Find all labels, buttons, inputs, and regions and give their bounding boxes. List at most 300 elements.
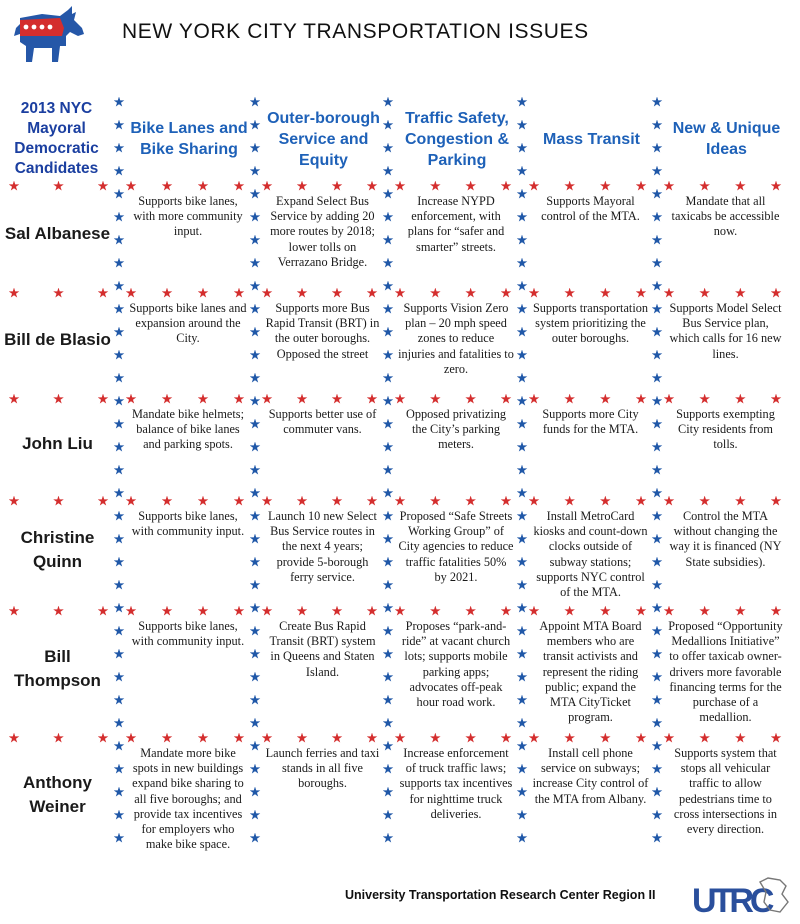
red-star-icon bbox=[332, 394, 343, 405]
blue-star-icon bbox=[383, 442, 394, 453]
blue-star-icon bbox=[383, 718, 394, 729]
blue-star-icon bbox=[250, 350, 261, 361]
red-star-icon bbox=[53, 288, 64, 299]
blue-star-icon bbox=[383, 166, 394, 177]
red-star-icon bbox=[430, 496, 441, 507]
red-star-icon bbox=[501, 394, 512, 405]
blue-star-icon bbox=[114, 603, 125, 614]
red-star-icon bbox=[162, 496, 173, 507]
red-star-icon bbox=[600, 394, 611, 405]
issue-cell: Supports Model Select Bus Service plan, which calls for 16 new lines. bbox=[669, 301, 782, 361]
red-star-icon bbox=[430, 733, 441, 744]
red-star-icon bbox=[395, 288, 406, 299]
red-star-icon bbox=[234, 496, 245, 507]
blue-star-icon bbox=[383, 488, 394, 499]
blue-star-icon bbox=[250, 258, 261, 269]
utrc-logo-text: UTRC bbox=[692, 882, 771, 920]
red-star-icon bbox=[126, 606, 137, 617]
red-star-icon bbox=[332, 606, 343, 617]
red-star-icon bbox=[162, 181, 173, 192]
red-star-icon bbox=[564, 606, 575, 617]
footer-org-name: University Transportation Research Center Region II bbox=[345, 888, 656, 902]
red-star-icon bbox=[9, 181, 20, 192]
candidate-name: Bill Thompson bbox=[14, 646, 101, 690]
red-star-icon bbox=[529, 606, 540, 617]
red-star-icon bbox=[735, 394, 746, 405]
blue-star-icon bbox=[114, 143, 125, 154]
blue-star-icon bbox=[652, 465, 663, 476]
blue-star-icon bbox=[114, 419, 125, 430]
red-star-icon bbox=[465, 733, 476, 744]
blue-star-icon bbox=[250, 695, 261, 706]
red-star-icon bbox=[367, 733, 378, 744]
blue-star-icon bbox=[383, 672, 394, 683]
red-star-icon bbox=[771, 394, 782, 405]
blue-star-icon bbox=[383, 787, 394, 798]
red-star-icon bbox=[198, 288, 209, 299]
red-star-icon bbox=[234, 606, 245, 617]
red-star-icon bbox=[699, 733, 710, 744]
blue-star-icon bbox=[652, 488, 663, 499]
blue-star-icon bbox=[114, 258, 125, 269]
issue-cell: Supports bike lanes, with community input. bbox=[131, 509, 245, 539]
blue-star-icon bbox=[517, 626, 528, 637]
blue-star-icon bbox=[250, 488, 261, 499]
red-star-icon bbox=[9, 496, 20, 507]
issue-cell: Supports Mayoral control of the MTA. bbox=[541, 194, 640, 224]
page-title: NEW YORK CITY TRANSPORTATION ISSUES bbox=[122, 20, 589, 43]
issue-cell: Opposed privatizing the City’s parking meters. bbox=[405, 407, 507, 452]
issue-cell: Supports bike lanes, with more community input. bbox=[133, 194, 243, 239]
red-star-icon bbox=[600, 496, 611, 507]
red-star-icon bbox=[198, 606, 209, 617]
blue-star-icon bbox=[517, 672, 528, 683]
blue-star-icon bbox=[652, 787, 663, 798]
blue-star-icon bbox=[114, 672, 125, 683]
red-star-icon bbox=[465, 181, 476, 192]
blue-star-icon bbox=[383, 626, 394, 637]
blue-star-icon bbox=[652, 373, 663, 384]
red-star-icon bbox=[636, 288, 647, 299]
blue-star-icon bbox=[652, 672, 663, 683]
blue-star-icon bbox=[114, 511, 125, 522]
blue-star-icon bbox=[652, 695, 663, 706]
red-star-icon bbox=[771, 496, 782, 507]
candidate-name: Christine Quinn bbox=[20, 528, 95, 571]
blue-star-icon bbox=[652, 120, 663, 131]
red-star-icon bbox=[465, 606, 476, 617]
blue-star-icon bbox=[250, 626, 261, 637]
red-star-icon bbox=[664, 606, 675, 617]
blue-star-icon bbox=[383, 235, 394, 246]
red-star-icon bbox=[126, 288, 137, 299]
blue-star-icon bbox=[250, 442, 261, 453]
issue-cell: Increase enforcement of truck traffic laws; supports tax incentives for nighttime truck deliveries. bbox=[399, 746, 513, 821]
issue-cell: Proposed “Safe Streets Working Group” of City agencies to reduce traffic fatalities 50% by 2021. bbox=[398, 509, 514, 584]
red-star-icon bbox=[771, 181, 782, 192]
issue-cell: Supports exempting City residents from tolls. bbox=[676, 407, 775, 452]
header-column: Traffic Safety, Congestion & Parking bbox=[405, 109, 509, 169]
red-star-icon bbox=[395, 606, 406, 617]
red-star-icon bbox=[198, 496, 209, 507]
blue-star-icon bbox=[114, 764, 125, 775]
blue-star-icon bbox=[652, 649, 663, 660]
red-star-icon bbox=[53, 733, 64, 744]
red-star-icon bbox=[262, 394, 273, 405]
blue-star-icon bbox=[383, 258, 394, 269]
red-star-icon bbox=[735, 733, 746, 744]
red-star-icon bbox=[126, 496, 137, 507]
blue-star-icon bbox=[517, 396, 528, 407]
red-star-icon bbox=[332, 733, 343, 744]
issue-cell: Supports system that stops all vehicular traffic to allow pedestrians time to cross intersections in every direction. bbox=[673, 746, 778, 837]
blue-star-icon bbox=[250, 189, 261, 200]
issue-cell: Supports bike lanes and expansion around the City. bbox=[129, 301, 247, 346]
red-star-icon bbox=[395, 394, 406, 405]
blue-star-icon bbox=[517, 534, 528, 545]
red-star-icon bbox=[53, 394, 64, 405]
header-column: Outer-borough Service and Equity bbox=[267, 109, 380, 169]
red-star-icon bbox=[126, 733, 137, 744]
red-star-icon bbox=[262, 733, 273, 744]
blue-star-icon bbox=[652, 534, 663, 545]
blue-star-icon bbox=[517, 258, 528, 269]
issue-cell: Supports Vision Zero plan – 20 mph speed zones to reduce injuries and fatalities to zero. bbox=[398, 301, 514, 376]
red-star-icon bbox=[297, 181, 308, 192]
issue-cell: Launch 10 new Select Bus Service routes in the next 4 years; provide 5-borough ferry service. bbox=[268, 509, 377, 584]
blue-star-icon bbox=[383, 97, 394, 108]
red-star-icon bbox=[297, 288, 308, 299]
red-star-icon bbox=[501, 181, 512, 192]
red-star-icon bbox=[297, 496, 308, 507]
red-star-icon bbox=[529, 288, 540, 299]
blue-star-icon bbox=[517, 235, 528, 246]
blue-star-icon bbox=[250, 97, 261, 108]
blue-star-icon bbox=[517, 189, 528, 200]
blue-star-icon bbox=[517, 281, 528, 292]
red-star-icon bbox=[600, 733, 611, 744]
blue-star-icon bbox=[517, 120, 528, 131]
red-star-icon bbox=[53, 606, 64, 617]
blue-star-icon bbox=[517, 327, 528, 338]
blue-star-icon bbox=[383, 603, 394, 614]
blue-star-icon bbox=[250, 787, 261, 798]
blue-star-icon bbox=[250, 419, 261, 430]
blue-star-icon bbox=[652, 419, 663, 430]
blue-star-icon bbox=[517, 580, 528, 591]
red-star-icon bbox=[126, 181, 137, 192]
red-star-icon bbox=[529, 496, 540, 507]
blue-star-icon bbox=[250, 741, 261, 752]
blue-star-icon bbox=[250, 235, 261, 246]
blue-star-icon bbox=[383, 557, 394, 568]
blue-star-icon bbox=[652, 166, 663, 177]
red-star-icon bbox=[735, 496, 746, 507]
red-star-icon bbox=[771, 733, 782, 744]
red-star-icon bbox=[564, 733, 575, 744]
red-star-icon bbox=[367, 394, 378, 405]
header-column: Bike Lanes and Bike Sharing bbox=[130, 120, 248, 158]
blue-star-icon bbox=[652, 511, 663, 522]
issue-cell: Supports more Bus Rapid Transit (BRT) in the outer boroughs. Opposed the street bbox=[265, 301, 380, 361]
blue-star-icon bbox=[383, 810, 394, 821]
issue-cell: Supports bike lanes, with community input. bbox=[131, 619, 245, 649]
blue-star-icon bbox=[250, 810, 261, 821]
red-star-icon bbox=[98, 394, 109, 405]
blue-star-icon bbox=[114, 166, 125, 177]
red-star-icon bbox=[367, 606, 378, 617]
red-star-icon bbox=[332, 496, 343, 507]
blue-star-icon bbox=[517, 764, 528, 775]
blue-star-icon bbox=[383, 373, 394, 384]
blue-star-icon bbox=[383, 419, 394, 430]
red-star-icon bbox=[98, 496, 109, 507]
red-star-icon bbox=[529, 733, 540, 744]
blue-star-icon bbox=[250, 557, 261, 568]
red-star-icon bbox=[262, 181, 273, 192]
blue-star-icon bbox=[383, 580, 394, 591]
blue-star-icon bbox=[517, 488, 528, 499]
blue-star-icon bbox=[652, 189, 663, 200]
blue-star-icon bbox=[383, 143, 394, 154]
red-star-icon bbox=[771, 606, 782, 617]
red-star-icon bbox=[198, 181, 209, 192]
red-star-icon bbox=[430, 181, 441, 192]
blue-star-icon bbox=[250, 718, 261, 729]
blue-star-icon bbox=[114, 189, 125, 200]
blue-star-icon bbox=[114, 235, 125, 246]
red-star-icon bbox=[465, 496, 476, 507]
issue-cell: Install cell phone service on subways; increase City control of the MTA from Albany. bbox=[532, 746, 649, 806]
blue-star-icon bbox=[250, 603, 261, 614]
red-star-icon bbox=[367, 496, 378, 507]
blue-star-icon bbox=[114, 350, 125, 361]
blue-star-icon bbox=[114, 718, 125, 729]
red-star-icon bbox=[98, 181, 109, 192]
issue-cell: Launch ferries and taxi stands in all five boroughs. bbox=[265, 746, 380, 791]
blue-star-icon bbox=[114, 534, 125, 545]
blue-star-icon bbox=[652, 810, 663, 821]
blue-star-icon bbox=[114, 327, 125, 338]
blue-star-icon bbox=[250, 534, 261, 545]
blue-star-icon bbox=[250, 511, 261, 522]
red-star-icon bbox=[735, 181, 746, 192]
blue-star-icon bbox=[114, 488, 125, 499]
red-star-icon bbox=[501, 606, 512, 617]
blue-star-icon bbox=[517, 373, 528, 384]
red-star-icon bbox=[430, 394, 441, 405]
blue-star-icon bbox=[383, 649, 394, 660]
red-star-icon bbox=[699, 394, 710, 405]
red-star-icon bbox=[636, 496, 647, 507]
blue-star-icon bbox=[517, 833, 528, 844]
blue-star-icon bbox=[114, 580, 125, 591]
red-star-icon bbox=[53, 496, 64, 507]
red-star-icon bbox=[699, 181, 710, 192]
blue-star-icon bbox=[250, 304, 261, 315]
blue-star-icon bbox=[383, 327, 394, 338]
red-star-icon bbox=[501, 496, 512, 507]
candidate-name: Sal Albanese bbox=[4, 223, 111, 243]
red-star-icon bbox=[664, 288, 675, 299]
blue-star-icon bbox=[652, 143, 663, 154]
header-column: New & Unique Ideas bbox=[672, 120, 781, 158]
blue-star-icon bbox=[652, 350, 663, 361]
red-star-icon bbox=[664, 394, 675, 405]
blue-star-icon bbox=[517, 419, 528, 430]
blue-star-icon bbox=[517, 695, 528, 706]
red-star-icon bbox=[9, 394, 20, 405]
blue-star-icon bbox=[652, 327, 663, 338]
red-star-icon bbox=[162, 733, 173, 744]
blue-star-icon bbox=[250, 465, 261, 476]
blue-star-icon bbox=[114, 281, 125, 292]
red-star-icon bbox=[262, 606, 273, 617]
red-star-icon bbox=[162, 394, 173, 405]
red-star-icon bbox=[162, 288, 173, 299]
candidate-name: Bill de Blasio bbox=[4, 330, 111, 349]
blue-star-icon bbox=[383, 511, 394, 522]
blue-star-icon bbox=[517, 603, 528, 614]
blue-star-icon bbox=[652, 235, 663, 246]
red-star-icon bbox=[332, 288, 343, 299]
blue-star-icon bbox=[250, 166, 261, 177]
issue-cell: Control the MTA without changing the way it is financed (NY State subsidies). bbox=[669, 509, 782, 569]
red-star-icon bbox=[297, 394, 308, 405]
red-star-icon bbox=[501, 288, 512, 299]
blue-star-icon bbox=[383, 465, 394, 476]
red-star-icon bbox=[98, 733, 109, 744]
blue-star-icon bbox=[383, 833, 394, 844]
issue-cell: Supports more City funds for the MTA. bbox=[542, 407, 639, 437]
blue-star-icon bbox=[383, 212, 394, 223]
blue-star-icon bbox=[652, 258, 663, 269]
blue-star-icon bbox=[250, 212, 261, 223]
issue-cell: Supports better use of commuter vans. bbox=[268, 407, 377, 437]
red-star-icon bbox=[53, 181, 64, 192]
red-star-icon bbox=[501, 733, 512, 744]
blue-star-icon bbox=[652, 97, 663, 108]
blue-star-icon bbox=[383, 741, 394, 752]
red-star-icon bbox=[564, 394, 575, 405]
blue-star-icon bbox=[250, 281, 261, 292]
blue-star-icon bbox=[114, 304, 125, 315]
issue-cell: Proposed “Opportunity Medallions Initiative” to offer taxicab owner-drivers more favorable financing terms for the purchase of a medallion. bbox=[668, 619, 783, 725]
blue-star-icon bbox=[652, 718, 663, 729]
red-star-icon bbox=[430, 606, 441, 617]
red-star-icon bbox=[98, 606, 109, 617]
blue-star-icon bbox=[652, 626, 663, 637]
red-star-icon bbox=[564, 288, 575, 299]
issue-cell: Increase NYPD enforcement, with plans for “safer and smarter” streets. bbox=[407, 194, 505, 254]
blue-star-icon bbox=[114, 810, 125, 821]
blue-star-icon bbox=[114, 442, 125, 453]
blue-star-icon bbox=[114, 626, 125, 637]
red-star-icon bbox=[636, 394, 647, 405]
blue-star-icon bbox=[652, 442, 663, 453]
blue-star-icon bbox=[250, 672, 261, 683]
blue-star-icon bbox=[383, 396, 394, 407]
blue-star-icon bbox=[517, 511, 528, 522]
red-star-icon bbox=[297, 606, 308, 617]
red-star-icon bbox=[699, 496, 710, 507]
blue-star-icon bbox=[652, 741, 663, 752]
red-star-icon bbox=[367, 181, 378, 192]
red-star-icon bbox=[126, 394, 137, 405]
red-star-icon bbox=[367, 288, 378, 299]
red-star-icon bbox=[198, 394, 209, 405]
red-star-icon bbox=[771, 288, 782, 299]
red-star-icon bbox=[636, 181, 647, 192]
blue-star-icon bbox=[114, 695, 125, 706]
blue-star-icon bbox=[383, 695, 394, 706]
blue-star-icon bbox=[114, 465, 125, 476]
red-star-icon bbox=[395, 181, 406, 192]
blue-star-icon bbox=[250, 764, 261, 775]
red-star-icon bbox=[529, 181, 540, 192]
blue-star-icon bbox=[517, 350, 528, 361]
issue-cell: Mandate more bike spots in new buildings expand bike sharing to all five boroughs; and provide tax incentives for employers who make bike space. bbox=[132, 746, 244, 852]
header-candidates: 2013 NYC Mayoral Democratic Candidates bbox=[14, 100, 99, 177]
red-star-icon bbox=[98, 288, 109, 299]
utrc-logo bbox=[690, 872, 790, 920]
blue-star-icon bbox=[517, 787, 528, 798]
red-star-icon bbox=[297, 733, 308, 744]
blue-star-icon bbox=[250, 120, 261, 131]
issue-cell: Mandate bike helmets; balance of bike lanes and parking spots. bbox=[131, 407, 244, 452]
red-star-icon bbox=[262, 496, 273, 507]
red-star-icon bbox=[564, 181, 575, 192]
blue-star-icon bbox=[114, 741, 125, 752]
issue-cell: Create Bus Rapid Transit (BRT) system in Queens and Staten Island. bbox=[269, 619, 376, 679]
blue-star-icon bbox=[517, 557, 528, 568]
red-star-icon bbox=[664, 733, 675, 744]
red-star-icon bbox=[564, 496, 575, 507]
blue-star-icon bbox=[517, 465, 528, 476]
blue-star-icon bbox=[250, 649, 261, 660]
blue-star-icon bbox=[652, 603, 663, 614]
blue-star-icon bbox=[114, 120, 125, 131]
blue-star-icon bbox=[652, 833, 663, 844]
red-star-icon bbox=[600, 606, 611, 617]
red-star-icon bbox=[735, 606, 746, 617]
blue-star-icon bbox=[383, 304, 394, 315]
blue-star-icon bbox=[652, 580, 663, 591]
red-star-icon bbox=[332, 181, 343, 192]
red-star-icon bbox=[664, 181, 675, 192]
red-star-icon bbox=[198, 733, 209, 744]
red-star-icon bbox=[395, 496, 406, 507]
blue-star-icon bbox=[250, 373, 261, 384]
blue-star-icon bbox=[517, 143, 528, 154]
issue-cell: Supports transportation system prioritizing the outer boroughs. bbox=[532, 301, 649, 346]
blue-star-icon bbox=[517, 212, 528, 223]
red-star-icon bbox=[465, 288, 476, 299]
red-star-icon bbox=[664, 496, 675, 507]
blue-star-icon bbox=[114, 649, 125, 660]
red-star-icon bbox=[234, 288, 245, 299]
red-star-icon bbox=[430, 288, 441, 299]
blue-star-icon bbox=[383, 534, 394, 545]
red-star-icon bbox=[234, 181, 245, 192]
issue-cell: Appoint MTA Board members who are transit activists and represent the riding public; expand the MTA CityTicket program. bbox=[539, 619, 642, 725]
blue-star-icon bbox=[250, 143, 261, 154]
blue-star-icon bbox=[517, 442, 528, 453]
issue-cell: Proposes “park-and-ride” at vacant church lots; supports mobile parking apps; advocates off-peak hour road work. bbox=[401, 619, 511, 710]
blue-star-icon bbox=[114, 557, 125, 568]
blue-star-icon bbox=[517, 97, 528, 108]
blue-star-icon bbox=[114, 97, 125, 108]
